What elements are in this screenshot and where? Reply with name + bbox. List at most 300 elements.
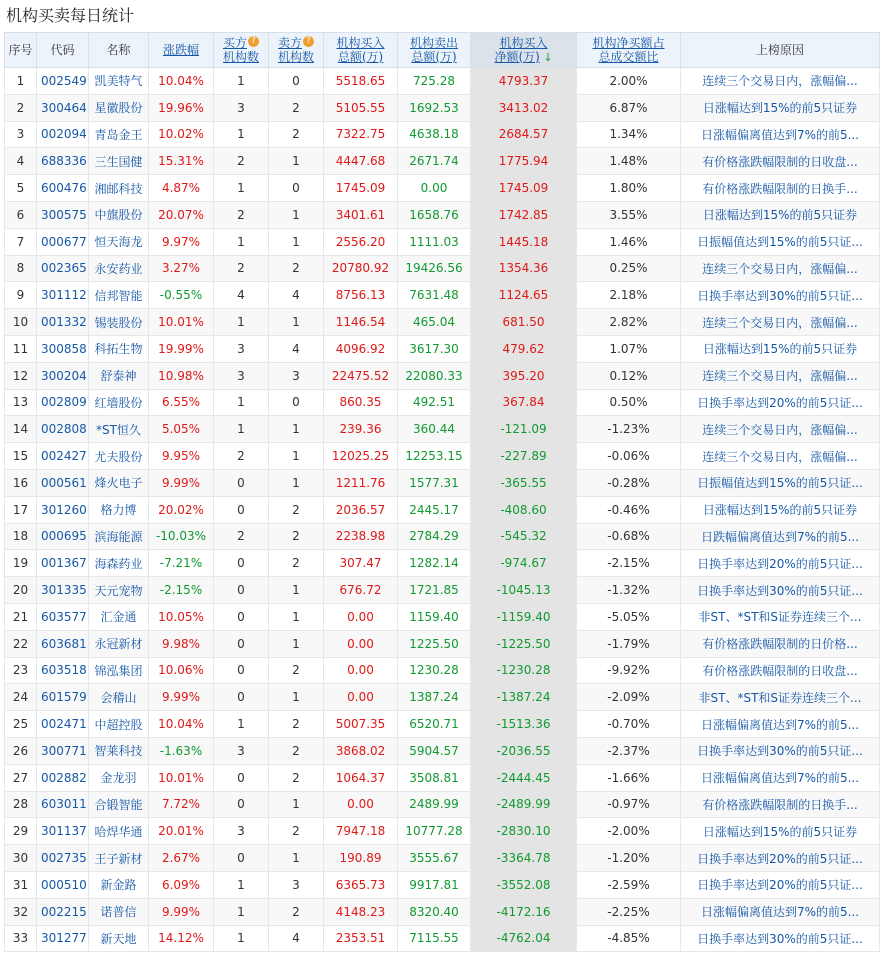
reason-cell[interactable]: 日跌幅偏离值达到7%的前5...: [681, 523, 880, 550]
code-cell[interactable]: 002365: [37, 255, 89, 282]
idx-cell: 18: [5, 523, 37, 550]
code-cell[interactable]: 002471: [37, 711, 89, 738]
idx-cell: 6: [5, 201, 37, 228]
buy-amount-cell: 20780.92: [324, 255, 398, 282]
net-amount-cell: -2036.55: [471, 737, 577, 764]
buy-inst-count-cell: 2: [214, 443, 269, 470]
table-row: [5, 175, 880, 202]
buy-amount-cell: 190.89: [324, 845, 398, 872]
change-cell: 19.99%: [149, 335, 214, 362]
idx-cell: 14: [5, 416, 37, 443]
change-cell: 9.98%: [149, 630, 214, 657]
header-change-sort[interactable]: 涨跌幅: [149, 33, 214, 68]
idx-cell: 12: [5, 362, 37, 389]
reason-cell[interactable]: 日振幅值达到15%的前5只证...: [681, 228, 880, 255]
idx-cell: 33: [5, 925, 37, 952]
sell-inst-count-cell: 1: [269, 791, 324, 818]
code-cell[interactable]: 002809: [37, 389, 89, 416]
buy-inst-count-cell: 1: [214, 309, 269, 336]
buy-inst-count-cell: 0: [214, 630, 269, 657]
reason-cell[interactable]: 日换手率达到20%的前5只证...: [681, 389, 880, 416]
buy-inst-count-cell: 1: [214, 898, 269, 925]
sell-amount-cell: 1111.03: [398, 228, 471, 255]
name-cell[interactable]: 红墙股份: [89, 389, 149, 416]
sell-inst-count-cell: 4: [269, 925, 324, 952]
change-cell: -10.03%: [149, 523, 214, 550]
net-amount-cell: -2489.99: [471, 791, 577, 818]
reason-cell[interactable]: 非ST、*ST和S证券连续三个...: [681, 603, 880, 630]
code-cell[interactable]: 600476: [37, 175, 89, 202]
net-amount-cell: -1045.13: [471, 577, 577, 604]
change-cell: -7.21%: [149, 550, 214, 577]
net-amount-cell: 2684.57: [471, 121, 577, 148]
code-cell[interactable]: 301112: [37, 282, 89, 309]
header-net-ratio-sort[interactable]: 机构净买额占 总成交额比: [577, 33, 681, 68]
net-ratio-cell: -9.92%: [577, 657, 681, 684]
change-cell: 6.09%: [149, 871, 214, 898]
net-amount-cell: -1225.50: [471, 630, 577, 657]
net-amount-cell: 1775.94: [471, 148, 577, 175]
net-amount-cell: 395.20: [471, 362, 577, 389]
reason-cell[interactable]: 日涨幅达到15%的前5只证券: [681, 335, 880, 362]
reason-cell[interactable]: 日换手率达到20%的前5只证...: [681, 550, 880, 577]
code-cell[interactable]: 300464: [37, 94, 89, 121]
buy-inst-count-cell: 1: [214, 871, 269, 898]
code-cell[interactable]: 000510: [37, 871, 89, 898]
reason-cell[interactable]: 日涨幅偏离值达到7%的前5...: [681, 764, 880, 791]
code-cell[interactable]: 002215: [37, 898, 89, 925]
help-icon[interactable]: ?: [303, 36, 314, 47]
net-amount-cell: -1387.24: [471, 684, 577, 711]
name-cell[interactable]: 尤夫股份: [89, 443, 149, 470]
idx-cell: 28: [5, 791, 37, 818]
buy-amount-cell: 0.00: [324, 630, 398, 657]
code-cell[interactable]: 301137: [37, 818, 89, 845]
sell-inst-count-cell: 3: [269, 362, 324, 389]
reason-cell[interactable]: 日换手率达到30%的前5只证...: [681, 282, 880, 309]
code-cell[interactable]: 002735: [37, 845, 89, 872]
change-cell: 9.99%: [149, 469, 214, 496]
sell-amount-cell: 3617.30: [398, 335, 471, 362]
name-cell[interactable]: 汇金通: [89, 603, 149, 630]
buy-inst-count-cell: 0: [214, 791, 269, 818]
net-ratio-cell: -0.70%: [577, 711, 681, 738]
reason-cell[interactable]: 连续三个交易日内，涨幅偏...: [681, 416, 880, 443]
buy-amount-cell: 0.00: [324, 657, 398, 684]
buy-inst-count-cell: 3: [214, 362, 269, 389]
reason-cell[interactable]: 连续三个交易日内，涨幅偏...: [681, 68, 880, 95]
sell-amount-cell: 1159.40: [398, 603, 471, 630]
idx-cell: 16: [5, 469, 37, 496]
sell-amount-cell: 12253.15: [398, 443, 471, 470]
reason-cell[interactable]: 有价格涨跌幅限制的日收盘...: [681, 657, 880, 684]
reason-cell[interactable]: 日涨幅达到15%的前5只证券: [681, 818, 880, 845]
sell-inst-count-cell: 1: [269, 148, 324, 175]
net-ratio-cell: -2.59%: [577, 871, 681, 898]
sell-amount-cell: 7631.48: [398, 282, 471, 309]
buy-inst-count-cell: 0: [214, 845, 269, 872]
net-amount-cell: -1513.36: [471, 711, 577, 738]
sell-amount-cell: 5904.57: [398, 737, 471, 764]
net-ratio-cell: -0.46%: [577, 496, 681, 523]
reason-cell[interactable]: 日换手率达到30%的前5只证...: [681, 737, 880, 764]
code-cell[interactable]: 000695: [37, 523, 89, 550]
sell-inst-count-cell: 1: [269, 228, 324, 255]
buy-inst-count-cell: 3: [214, 737, 269, 764]
name-cell[interactable]: 格力博: [89, 496, 149, 523]
buy-inst-count-cell: 0: [214, 603, 269, 630]
net-amount-cell: -408.60: [471, 496, 577, 523]
name-cell[interactable]: 永冠新材: [89, 630, 149, 657]
idx-cell: 30: [5, 845, 37, 872]
sell-amount-cell: 7115.55: [398, 925, 471, 952]
name-cell[interactable]: 永安药业: [89, 255, 149, 282]
buy-amount-cell: 239.36: [324, 416, 398, 443]
net-amount-cell: -2444.45: [471, 764, 577, 791]
sell-inst-count-cell: 1: [269, 630, 324, 657]
change-cell: 3.27%: [149, 255, 214, 282]
name-cell[interactable]: 天元宠物: [89, 577, 149, 604]
sell-amount-cell: 10777.28: [398, 818, 471, 845]
name-cell[interactable]: 湘邮科技: [89, 175, 149, 202]
reason-cell[interactable]: 日换手率达到20%的前5只证...: [681, 871, 880, 898]
net-amount-cell: 1742.85: [471, 201, 577, 228]
buy-amount-cell: 8756.13: [324, 282, 398, 309]
net-ratio-cell: 0.12%: [577, 362, 681, 389]
idx-cell: 1: [5, 68, 37, 95]
sell-inst-count-cell: 3: [269, 871, 324, 898]
reason-cell[interactable]: 连续三个交易日内，涨幅偏...: [681, 255, 880, 282]
code-cell[interactable]: 002549: [37, 68, 89, 95]
table-row: [5, 764, 880, 791]
net-ratio-cell: 1.80%: [577, 175, 681, 202]
net-ratio-cell: 2.00%: [577, 68, 681, 95]
reason-cell[interactable]: 日振幅值达到15%的前5只证...: [681, 469, 880, 496]
net-ratio-cell: -1.20%: [577, 845, 681, 872]
table-row: [5, 68, 880, 95]
table-row: [5, 309, 880, 336]
table-row: [5, 389, 880, 416]
code-cell[interactable]: 002808: [37, 416, 89, 443]
sell-amount-cell: 1658.76: [398, 201, 471, 228]
net-ratio-cell: 1.46%: [577, 228, 681, 255]
reason-cell[interactable]: 非ST、*ST和S证券连续三个...: [681, 684, 880, 711]
name-cell[interactable]: 锦泓集团: [89, 657, 149, 684]
change-cell: 6.55%: [149, 389, 214, 416]
sell-amount-cell: 2784.29: [398, 523, 471, 550]
reason-cell[interactable]: 日涨幅偏离值达到7%的前5...: [681, 711, 880, 738]
buy-inst-count-cell: 1: [214, 68, 269, 95]
header-buy-inst-sort[interactable]: 买方 ? 机构数: [214, 33, 269, 68]
sell-inst-count-cell: 2: [269, 550, 324, 577]
name-cell[interactable]: 金龙羽: [89, 764, 149, 791]
name-cell[interactable]: 舒泰神: [89, 362, 149, 389]
table-row: [5, 523, 880, 550]
idx-cell: 2: [5, 94, 37, 121]
sell-inst-count-cell: 1: [269, 309, 324, 336]
buy-inst-count-cell: 3: [214, 94, 269, 121]
buy-amount-cell: 4148.23: [324, 898, 398, 925]
net-ratio-cell: 3.55%: [577, 201, 681, 228]
reason-cell[interactable]: 日换手率达到30%的前5只证...: [681, 925, 880, 952]
sell-amount-cell: 1721.85: [398, 577, 471, 604]
buy-amount-cell: 307.47: [324, 550, 398, 577]
reason-cell[interactable]: 日换手率达到30%的前5只证...: [681, 577, 880, 604]
sell-inst-count-cell: 2: [269, 737, 324, 764]
sell-amount-cell: 725.28: [398, 68, 471, 95]
net-ratio-cell: -1.79%: [577, 630, 681, 657]
reason-cell[interactable]: 有价格涨跌幅限制的日收盘...: [681, 148, 880, 175]
name-cell[interactable]: 锡装股份: [89, 309, 149, 336]
table-row: [5, 845, 880, 872]
table-row: [5, 362, 880, 389]
buy-amount-cell: 4096.92: [324, 335, 398, 362]
change-cell: 14.12%: [149, 925, 214, 952]
buy-amount-cell: 12025.25: [324, 443, 398, 470]
sell-amount-cell: 2445.17: [398, 496, 471, 523]
table-row: [5, 711, 880, 738]
sell-amount-cell: 1282.14: [398, 550, 471, 577]
code-cell[interactable]: 002882: [37, 764, 89, 791]
table-row: [5, 603, 880, 630]
buy-amount-cell: 5518.65: [324, 68, 398, 95]
code-cell[interactable]: 001332: [37, 309, 89, 336]
buy-inst-count-cell: 0: [214, 684, 269, 711]
buy-inst-count-cell: 0: [214, 657, 269, 684]
buy-inst-count-cell: 2: [214, 148, 269, 175]
code-cell[interactable]: 002427: [37, 443, 89, 470]
idx-cell: 22: [5, 630, 37, 657]
sell-amount-cell: 1230.28: [398, 657, 471, 684]
net-amount-cell: 4793.37: [471, 68, 577, 95]
reason-cell[interactable]: 日涨幅达到15%的前5只证券: [681, 496, 880, 523]
code-cell[interactable]: 002094: [37, 121, 89, 148]
sell-amount-cell: 360.44: [398, 416, 471, 443]
reason-cell[interactable]: 连续三个交易日内，涨幅偏...: [681, 362, 880, 389]
net-ratio-cell: -0.28%: [577, 469, 681, 496]
name-cell[interactable]: 科拓生物: [89, 335, 149, 362]
name-cell[interactable]: 智莱科技: [89, 737, 149, 764]
code-cell[interactable]: 300858: [37, 335, 89, 362]
institution-trading-table: [4, 32, 880, 952]
idx-cell: 7: [5, 228, 37, 255]
sell-amount-cell: 3508.81: [398, 764, 471, 791]
buy-amount-cell: 4447.68: [324, 148, 398, 175]
change-cell: 9.95%: [149, 443, 214, 470]
name-cell[interactable]: 凯美特气: [89, 68, 149, 95]
buy-amount-cell: 1211.76: [324, 469, 398, 496]
sort-desc-arrow-icon[interactable]: ↓: [539, 50, 553, 64]
code-cell[interactable]: 688336: [37, 148, 89, 175]
name-cell[interactable]: 信邦智能: [89, 282, 149, 309]
buy-amount-cell: 2238.98: [324, 523, 398, 550]
code-cell[interactable]: 301277: [37, 925, 89, 952]
buy-amount-cell: 1146.54: [324, 309, 398, 336]
buy-amount-cell: 0.00: [324, 603, 398, 630]
code-cell[interactable]: 603518: [37, 657, 89, 684]
change-cell: 10.06%: [149, 657, 214, 684]
reason-cell[interactable]: 日涨幅偏离值达到7%的前5...: [681, 898, 880, 925]
idx-cell: 26: [5, 737, 37, 764]
code-cell[interactable]: 000677: [37, 228, 89, 255]
sell-amount-cell: 492.51: [398, 389, 471, 416]
reason-cell[interactable]: 日涨幅偏离值达到7%的前5...: [681, 121, 880, 148]
name-cell[interactable]: *ST恒久: [89, 416, 149, 443]
name-cell[interactable]: 合锻智能: [89, 791, 149, 818]
buy-inst-count-cell: 0: [214, 577, 269, 604]
sell-amount-cell: 1387.24: [398, 684, 471, 711]
code-cell[interactable]: 603577: [37, 603, 89, 630]
sell-inst-count-cell: 2: [269, 94, 324, 121]
name-cell[interactable]: 王子新材: [89, 845, 149, 872]
table-row: [5, 148, 880, 175]
net-ratio-cell: -2.37%: [577, 737, 681, 764]
net-amount-cell: 367.84: [471, 389, 577, 416]
name-cell[interactable]: 中旗股份: [89, 201, 149, 228]
name-cell[interactable]: 哈焊华通: [89, 818, 149, 845]
idx-cell: 20: [5, 577, 37, 604]
sell-amount-cell: 6520.71: [398, 711, 471, 738]
table-row: [5, 443, 880, 470]
table-row: [5, 94, 880, 121]
code-cell[interactable]: 300204: [37, 362, 89, 389]
code-cell[interactable]: 601579: [37, 684, 89, 711]
sell-inst-count-cell: 4: [269, 282, 324, 309]
change-cell: 4.87%: [149, 175, 214, 202]
sell-amount-cell: 1225.50: [398, 630, 471, 657]
buy-inst-count-cell: 1: [214, 121, 269, 148]
buy-inst-count-cell: 1: [214, 228, 269, 255]
net-ratio-cell: -2.00%: [577, 818, 681, 845]
code-cell[interactable]: 001367: [37, 550, 89, 577]
net-amount-cell: -1159.40: [471, 603, 577, 630]
change-cell: 19.96%: [149, 94, 214, 121]
sell-inst-count-cell: 1: [269, 443, 324, 470]
sell-amount-cell: 465.04: [398, 309, 471, 336]
table-row: [5, 416, 880, 443]
idx-cell: 24: [5, 684, 37, 711]
net-ratio-cell: 2.18%: [577, 282, 681, 309]
sell-amount-cell: 2489.99: [398, 791, 471, 818]
name-cell[interactable]: 滨海能源: [89, 523, 149, 550]
table-row: [5, 898, 880, 925]
change-cell: 9.99%: [149, 898, 214, 925]
name-cell[interactable]: 烽火电子: [89, 469, 149, 496]
net-ratio-cell: -2.09%: [577, 684, 681, 711]
name-cell[interactable]: 中超控股: [89, 711, 149, 738]
idx-cell: 8: [5, 255, 37, 282]
net-ratio-cell: 1.34%: [577, 121, 681, 148]
header-sell-inst-sort[interactable]: 卖方 ? 机构数: [269, 33, 324, 68]
change-cell: 10.98%: [149, 362, 214, 389]
name-cell[interactable]: 恒天海龙: [89, 228, 149, 255]
buy-amount-cell: 860.35: [324, 389, 398, 416]
net-ratio-cell: 1.48%: [577, 148, 681, 175]
code-cell[interactable]: 300575: [37, 201, 89, 228]
net-ratio-cell: 6.87%: [577, 94, 681, 121]
reason-cell[interactable]: 连续三个交易日内，涨幅偏...: [681, 443, 880, 470]
net-amount-cell: -227.89: [471, 443, 577, 470]
idx-cell: 31: [5, 871, 37, 898]
name-cell[interactable]: 会稽山: [89, 684, 149, 711]
code-cell[interactable]: 000561: [37, 469, 89, 496]
idx-cell: 10: [5, 309, 37, 336]
reason-cell[interactable]: 有价格涨跌幅限制的日价格...: [681, 630, 880, 657]
net-amount-cell: 1745.09: [471, 175, 577, 202]
code-cell[interactable]: 300771: [37, 737, 89, 764]
change-cell: -2.15%: [149, 577, 214, 604]
idx-cell: 27: [5, 764, 37, 791]
name-cell[interactable]: 三生国健: [89, 148, 149, 175]
reason-cell[interactable]: 有价格涨跌幅限制的日换手...: [681, 175, 880, 202]
sell-inst-count-cell: 1: [269, 577, 324, 604]
idx-cell: 32: [5, 898, 37, 925]
reason-cell[interactable]: 连续三个交易日内，涨幅偏...: [681, 309, 880, 336]
net-ratio-cell: -1.66%: [577, 764, 681, 791]
change-cell: 7.72%: [149, 791, 214, 818]
header-net-amount-sort[interactable]: 机构买入 净额(万) ↓: [471, 33, 577, 68]
net-amount-cell: 1354.36: [471, 255, 577, 282]
help-icon[interactable]: ?: [248, 36, 259, 47]
reason-cell[interactable]: 日换手率达到20%的前5只证...: [681, 845, 880, 872]
name-cell[interactable]: 新金路: [89, 871, 149, 898]
sell-inst-count-cell: 2: [269, 496, 324, 523]
change-cell: 10.05%: [149, 603, 214, 630]
table-row: [5, 657, 880, 684]
change-cell: 20.02%: [149, 496, 214, 523]
change-cell: -0.55%: [149, 282, 214, 309]
name-cell[interactable]: 海森药业: [89, 550, 149, 577]
buy-inst-count-cell: 1: [214, 925, 269, 952]
name-cell[interactable]: 星徽股份: [89, 94, 149, 121]
change-cell: -1.63%: [149, 737, 214, 764]
sell-amount-cell: 2671.74: [398, 148, 471, 175]
buy-amount-cell: 0.00: [324, 791, 398, 818]
net-ratio-cell: -0.06%: [577, 443, 681, 470]
buy-inst-count-cell: 2: [214, 523, 269, 550]
buy-amount-cell: 7947.18: [324, 818, 398, 845]
buy-inst-count-cell: 1: [214, 175, 269, 202]
reason-cell[interactable]: 日涨幅达到15%的前5只证券: [681, 201, 880, 228]
name-cell[interactable]: 新天地: [89, 925, 149, 952]
sell-inst-count-cell: 1: [269, 469, 324, 496]
change-cell: 10.01%: [149, 764, 214, 791]
code-cell[interactable]: 301260: [37, 496, 89, 523]
table-row: [5, 871, 880, 898]
net-ratio-cell: -2.25%: [577, 898, 681, 925]
header-sell-amount-sort[interactable]: 机构卖出 总额(万): [398, 33, 471, 68]
net-amount-cell: -545.32: [471, 523, 577, 550]
name-cell[interactable]: 青岛金王: [89, 121, 149, 148]
code-cell[interactable]: 301335: [37, 577, 89, 604]
sell-inst-count-cell: 2: [269, 121, 324, 148]
code-cell[interactable]: 603011: [37, 791, 89, 818]
code-cell[interactable]: 603681: [37, 630, 89, 657]
buy-amount-cell: 1745.09: [324, 175, 398, 202]
table-row: [5, 335, 880, 362]
header-buy-amount-sort[interactable]: 机构买入 总额(万): [324, 33, 398, 68]
sell-inst-count-cell: 2: [269, 255, 324, 282]
reason-cell[interactable]: 有价格涨跌幅限制的日换手...: [681, 791, 880, 818]
table-header-row: [5, 33, 880, 68]
sell-inst-count-cell: 2: [269, 764, 324, 791]
reason-cell[interactable]: 日涨幅达到15%的前5只证券: [681, 94, 880, 121]
change-cell: 9.99%: [149, 684, 214, 711]
change-cell: 5.05%: [149, 416, 214, 443]
name-cell[interactable]: 诺普信: [89, 898, 149, 925]
net-amount-cell: 1124.65: [471, 282, 577, 309]
net-amount-cell: -121.09: [471, 416, 577, 443]
